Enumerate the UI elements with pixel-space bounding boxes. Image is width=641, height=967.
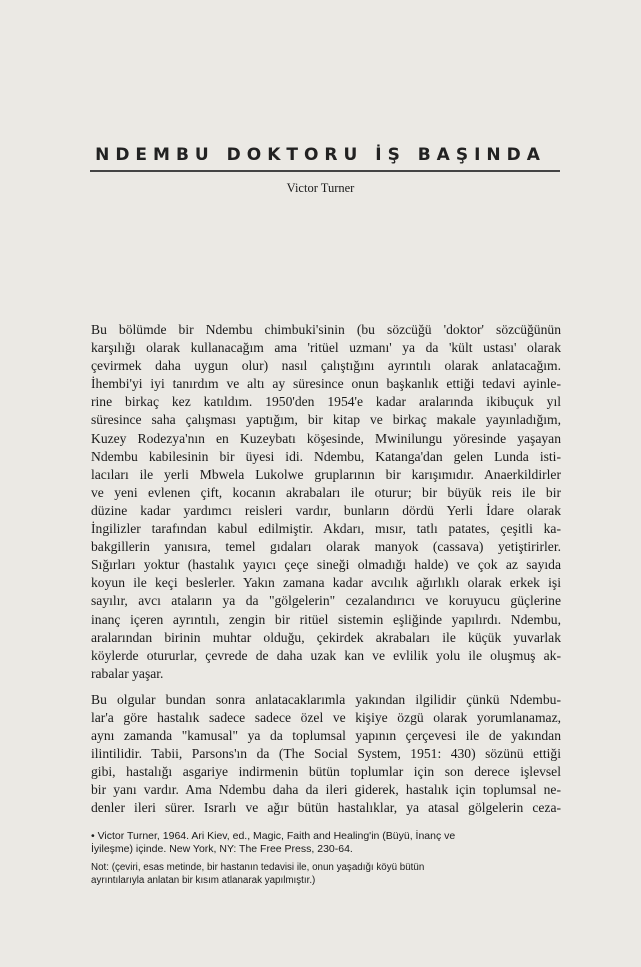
footnote-2 [91,861,561,887]
chapter-title: NDEMBU DOKTORU İŞ BAŞINDA [95,145,546,165]
text-line: düzine kadar yardımcı reisleri vardır, bunların dördü Yerli İdare olarak [91,502,561,518]
footnote-1 [91,830,561,856]
text-line: inanç içeren ayrıntılı, zengin bir ritüel sistemin eşliğinde yapılırdı. Ndembu, [91,611,561,627]
text-line: lacıları ile yerli Mbwela Lukolwe gruplarının bir karışımıdır. Anaerkildirler [91,466,561,482]
text-line: rabalar yaşar. [91,665,164,681]
text-line: çevirmek daha uygun olur) nasıl çalıştığını ayrıntılı olarak anlatacağım. [91,358,561,374]
footnote-line: • Victor Turner, 1964. Ari Kiev, ed., Magic, Faith and Healing'in (Büyü, İnanç ve [91,830,456,842]
text-line: lar'a göre hastalık sadece sadece özel ve kişiye özgü olarak yorumlanamaz, [91,709,561,725]
text-line: gibi, hastalığı asgariye indirmenin bütün toplumlar için son derece işlevsel [91,764,561,780]
text-line: İhembi'yi iyi tanırdım ve altı ay süresince onun başkanlık ettiği tedavi ayinle- [91,376,561,392]
text-line: sayılır, avcı ataların ya da "gölgelerin" cezalandırıcı ve koruyucu güçlerine [91,593,561,609]
author-name: Victor Turner [286,181,355,195]
paragraph-2 [91,691,561,818]
title-rule [90,170,560,172]
text-line: köylerde otururlar, çevrede de daha uzak kan ve evlilik yolu ile oluşmuş ak- [91,647,561,663]
text-line: Bu olgular bundan sonra anlatacaklarımla yakından ilgilidir çünkü Ndembu- [91,691,561,707]
text-line: ilintilidir. Tabii, Parsons'ın da (The Social System, 1951: 430) sözünü ettiği [91,746,561,762]
text-line: rine birkaç kez katıldım. 1950'den 1954'e kadar aralarında ikibuçuk yıl [91,394,561,410]
body-text [91,321,561,818]
text-line: bakgillerin yanısıra, temel gıdaları olarak manyok (cassava) yetiştirirler. [91,539,561,555]
text-line: Bu bölümde bir Ndembu chimbuki'sinin (bu sözcüğü 'doktor' sözcüğünün [91,322,561,337]
text-line: İngilizler tarafından kabul edilmiştir. Akdarı, mısır, tatlı patates, çeşitli ka- [91,521,561,537]
text-line: aynı zamanda "kamusal" ya da toplumsal yapının çerçevesi ile de yakından [91,728,561,744]
text-line: Ndembu kabilesinin bir üyesi idi. Ndembu, Katanga'dan gelen Lunda isti- [91,448,561,464]
footnote-line: ayrıntılarıyla anlatan bir kısım atlanarak yapılmıştır.) [91,875,316,886]
text-line: koyun ile keçi beslerler. Yakın zamana kadar avcılık ağırlıklı olarak erkek işi [91,575,561,591]
text-line: bir yanı vardır. Ama Ndembu daha da ileri giderek, hastalık için toplumsal ne- [91,782,561,798]
text-line: denler ileri sürer. Israrlı ve ağır bütün hastalıklar, ya atasal gölgelerin ceza- [91,800,561,816]
footnote-line: Not: (çeviri, esas metinde, bir hastanın tedavisi ile, onun yaşadığı köyü bütün [91,862,425,873]
text-line: Kuzey Rodezya'nın en Kuzeybatı köşesinde, Mwinilungu yöresinde yaşayan [91,430,561,446]
text-line: ve yeni evlenen çift, kocanın akrabaları ile oturur; bir büyük reis ile bir [91,484,561,500]
text-line: aralarından birinin muhtar olduğu, çekirdek akrabaları ile küçük yuvarlak [91,629,561,645]
paragraph-1 [91,321,561,683]
text-line: Sığırları yoktur (hastalık yayıcı çeçe sineği olmadığı halde) ve çok az sayıda [91,557,561,573]
text-line: karşılığı olarak kullanacağım ama 'ritüel uzmanı' ya da 'kült ustası' olarak [91,340,561,356]
text-line: süresince saha çalışması yaptığım, bir kitap ve birkaç makale yayınladığım, [91,412,561,428]
footnote-line: İyileşme) içinde. New York, NY: The Free Press, 230-64. [91,843,353,855]
